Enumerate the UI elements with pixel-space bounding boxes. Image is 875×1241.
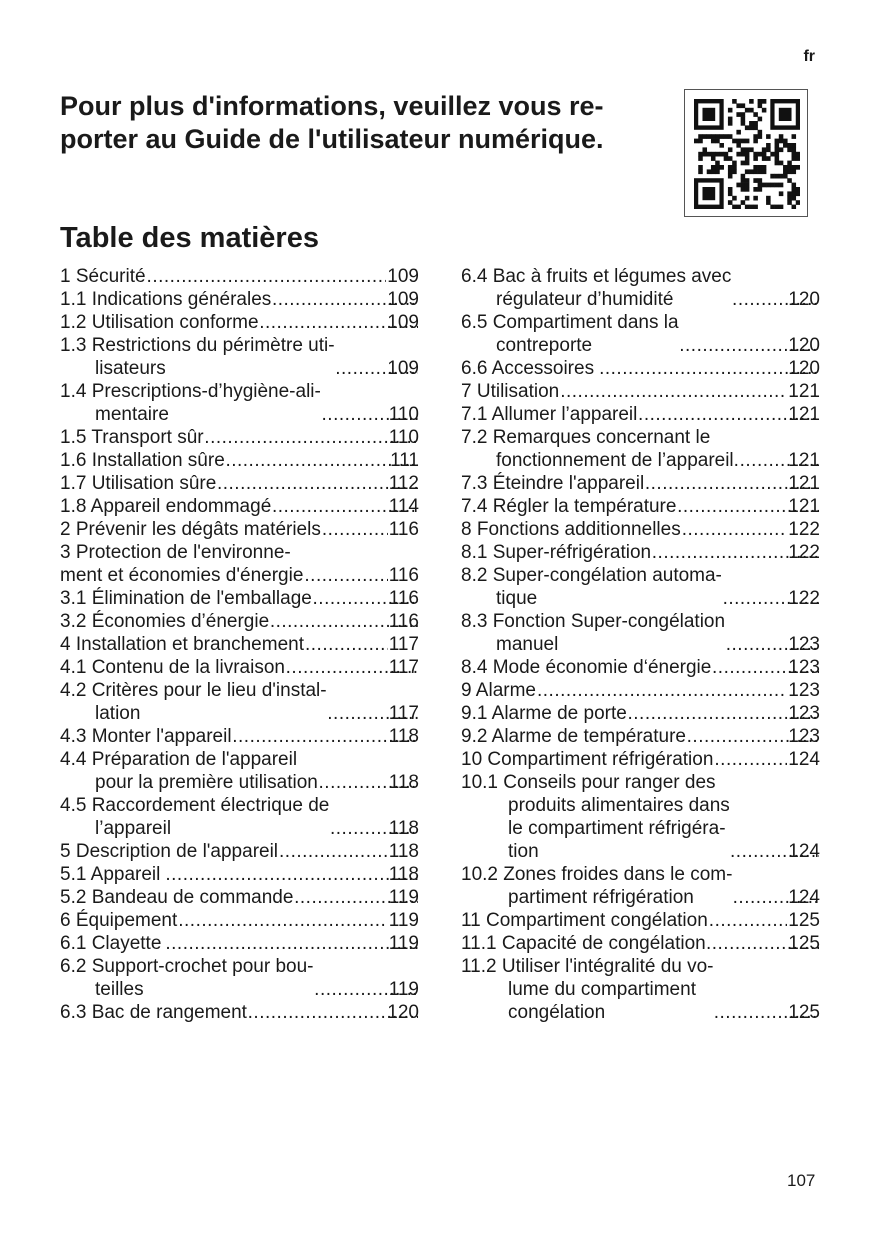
toc-entry-title: 8.2 Super-congélation automa- tique xyxy=(461,565,722,609)
toc-chapter-entry[interactable] xyxy=(60,518,419,541)
toc-entry-title: 6.5 Compartiment dans la contreporte xyxy=(461,312,679,356)
toc-chapter-entry[interactable] xyxy=(60,909,419,932)
toc-entry-title: 7.3 Éteindre l'appareil xyxy=(461,473,645,494)
toc-section-entry[interactable]: 1.8 Appareil endommagé ..... 114 xyxy=(60,495,419,518)
toc-section-entry[interactable]: 4.3 Monter l'appareil ..... 118 xyxy=(60,725,419,748)
toc-entry-title: 11 Compartiment congélation xyxy=(461,910,708,931)
toc-section-entry[interactable]: 6.4 Bac à fruits et légumes avec régulateur d’humidité ..... 120 xyxy=(461,265,820,311)
toc-entry-title: 4.3 Monter l'appareil xyxy=(60,726,232,747)
toc-entry-title: 9 Alarme xyxy=(461,680,536,701)
dot-leader xyxy=(709,909,788,932)
toc-chapter-entry[interactable] xyxy=(461,380,820,403)
toc-right-column xyxy=(461,265,820,1024)
dot-leader xyxy=(205,426,418,449)
toc-entry-page: 122 xyxy=(788,519,820,540)
toc-entry-title: 6.1 Clayette xyxy=(60,933,162,954)
toc-entry-title: 8.3 Fonction Super-congélation manuel xyxy=(461,611,726,655)
dot-leader xyxy=(147,265,387,288)
toc-section-entry[interactable]: 11.1 Capacité de congélation ..... 125 xyxy=(461,932,820,955)
toc-entry-page: 121 xyxy=(788,381,820,402)
toc-section-entry[interactable]: 3.1 Élimination de l'emballage ..... 116 xyxy=(60,587,419,610)
toc-entry-page: 123 xyxy=(788,680,820,701)
toc-chapter-entry[interactable] xyxy=(461,909,820,932)
toc-section-entry[interactable]: 9.1 Alarme de porte ..... 123 xyxy=(461,702,820,725)
headline xyxy=(60,90,660,156)
toc-section-entry[interactable]: 4.4 Préparation de l'appareil pour la première utilisation ..... 118 xyxy=(60,748,419,794)
toc-entry-title: 8 Fonctions additionnelles xyxy=(461,519,681,540)
toc-entry-title: 6.4 Bac à fruits et légumes avec régulateur d’humidité xyxy=(461,266,732,310)
dot-leader xyxy=(166,932,418,955)
dot-leader xyxy=(305,633,388,656)
qr-code-icon xyxy=(694,99,800,209)
dot-leader xyxy=(217,472,418,495)
toc-left-column xyxy=(60,265,419,1024)
toc-section-entry[interactable]: 1.3 Restrictions du périmètre uti- lisateurs ..... 109 xyxy=(60,334,419,380)
toc-entry-title: 4.2 Critères pour le lieu d'instal- lation xyxy=(60,680,327,724)
toc-section-entry[interactable]: 3.2 Économies d’énergie ..... 116 xyxy=(60,610,419,633)
toc-entry-title: 5.2 Bandeau de commande xyxy=(60,887,294,908)
toc-entry-title: 8.4 Mode économie d‘énergie xyxy=(461,657,712,678)
toc-entry-title: 1.1 Indications générales xyxy=(60,289,272,310)
toc-entry-page: 116 xyxy=(388,519,419,540)
toc-section-entry[interactable]: 1.4 Prescriptions-d’hygiène-ali- mentaire ..... 110 xyxy=(60,380,419,426)
toc-entry-page: 124 xyxy=(788,749,820,770)
toc-entry-title: 4.4 Préparation de l'appareil pour la première utilisation xyxy=(60,749,318,793)
toc-chapter-entry[interactable] xyxy=(60,633,419,656)
toc-section-entry[interactable]: 6.2 Support-crochet pour bou- teilles ..... 119 xyxy=(60,955,419,1001)
dot-leader xyxy=(279,840,388,863)
toc-entry-title: 1 Sécurité xyxy=(60,266,146,287)
toc-entry-title: 7.1 Allumer l’appareil xyxy=(461,404,638,425)
toc-entry-title: 7 Utilisation xyxy=(461,381,560,402)
toc-entry-title: 6.6 Accessoires xyxy=(461,358,595,379)
toc-section-entry[interactable]: 8.2 Super-congélation automa- tique ..... 122 xyxy=(461,564,820,610)
dot-leader xyxy=(560,380,787,403)
language-label: fr xyxy=(803,48,815,65)
toc-section-entry[interactable]: 11.2 Utiliser l'intégralité du vo- lume du compartiment congélation ..... 125 xyxy=(461,955,820,1024)
toc-entry-title: 11.2 Utiliser l'intégralité du vo- lume du compartiment congélation xyxy=(461,956,714,1023)
page-number: 107 xyxy=(787,1171,816,1190)
toc-chapter-entry[interactable] xyxy=(461,518,820,541)
toc-section-entry[interactable]: 6.1 Clayette ..... 119 xyxy=(60,932,419,955)
toc-entry-title: 11.1 Capacité de congélation xyxy=(461,933,706,954)
toc-section-entry[interactable]: 7.3 Éteindre l'appareil ..... 121 xyxy=(461,472,820,495)
toc-section-entry[interactable]: 5.1 Appareil ..... 118 xyxy=(60,863,419,886)
toc-entry-title: 3 Protection de l'environne- ment et économies d'énergie xyxy=(60,542,304,586)
toc-entry-title: 1.5 Transport sûr xyxy=(60,427,204,448)
dot-leader xyxy=(178,909,387,932)
toc-entry-page: 109 xyxy=(387,266,419,287)
toc-entry-title: 6 Équipement xyxy=(60,910,178,931)
toc-section-entry[interactable]: 7.2 Remarques concernant le fonctionnement de l’appareil. ..... 121 xyxy=(461,426,820,472)
toc-entry-title: 10 Compartiment réfrigération xyxy=(461,749,714,770)
toc-chapter-entry[interactable] xyxy=(60,840,419,863)
headline-text: Pour plus d'informations, veuillez vous re- porter au Guide de l'utilisateur numérique. xyxy=(60,91,604,154)
toc-section-entry[interactable]: 1.2 Utilisation conforme ..... 109 xyxy=(60,311,419,334)
toc-chapter-entry[interactable] xyxy=(461,748,820,771)
toc-entry-title: 8.1 Super-réfrigération xyxy=(461,542,652,563)
toc-chapter-entry[interactable] xyxy=(461,679,820,702)
toc-entry-title: 5 Description de l'appareil xyxy=(60,841,279,862)
toc-section-entry[interactable]: 4.1 Contenu de la livraison ..... 117 xyxy=(60,656,419,679)
toc-section-entry[interactable]: 6.6 Accessoires ..... 120 xyxy=(461,357,820,380)
toc-section-entry[interactable]: 6.5 Compartiment dans la contreporte ..... 120 xyxy=(461,311,820,357)
toc-entry-title: 5.1 Appareil xyxy=(60,864,161,885)
toc-entry-title: 3.1 Élimination de l'emballage xyxy=(60,588,312,609)
toc-entry-title: 1.6 Installation sûre xyxy=(60,450,225,471)
toc-entry-title: 1.7 Utilisation sûre xyxy=(60,473,217,494)
toc-entry-title: 9.1 Alarme de porte xyxy=(461,703,627,724)
toc-entry-title: 9.2 Alarme de température xyxy=(461,726,686,747)
toc-section-entry[interactable]: 1.1 Indications générales ..... 109 xyxy=(60,288,419,311)
toc-section-entry[interactable]: 10.2 Zones froides dans le com- partiment réfrigération ..... 124 xyxy=(461,863,820,909)
toc-entry-title: 6.2 Support-crochet pour bou- teilles xyxy=(60,956,314,1000)
toc-entry-title: 6.3 Bac de rangement xyxy=(60,1002,247,1023)
toc-entry-page: 119 xyxy=(388,910,419,931)
toc-section-entry[interactable]: 1.6 Installation sûre ..... 111 xyxy=(60,449,419,472)
dot-leader xyxy=(322,518,388,541)
toc-chapter-entry[interactable] xyxy=(60,265,419,288)
toc-entry-title: 2 Prévenir les dégâts matériels xyxy=(60,519,321,540)
toc-section-entry[interactable]: 7.4 Régler la température ..... 121 xyxy=(461,495,820,518)
toc-section-entry[interactable]: 4.5 Raccordement électrique de l’appareil ..... 118 xyxy=(60,794,419,840)
toc-section-entry[interactable]: 6.3 Bac de rangement ..... 120 xyxy=(60,1001,419,1024)
toc-title: Table des matières xyxy=(60,222,319,254)
toc-entry-page: 118 xyxy=(388,841,419,862)
toc-entry-title: 10.1 Conseils pour ranger des produits alimentaires dans le compartiment réfrigéra- tion xyxy=(461,772,730,862)
toc-entry-title: 1.2 Utilisation conforme xyxy=(60,312,259,333)
dot-leader xyxy=(537,679,787,702)
toc-entry-title: 1.8 Appareil endommagé xyxy=(60,496,272,517)
toc-section-entry[interactable]: 7.1 Allumer l’appareil ..... 121 xyxy=(461,403,820,426)
toc-entry-page: 117 xyxy=(388,634,419,655)
toc-section-entry[interactable]: 5.2 Bandeau de commande ..... 119 xyxy=(60,886,419,909)
toc-entry-title: 7.4 Régler la température xyxy=(461,496,677,517)
toc-entry-title: 3.2 Économies d’énergie xyxy=(60,611,270,632)
toc-section-entry[interactable]: 1.7 Utilisation sûre ..... 112 xyxy=(60,472,419,495)
toc-entry-title: 4 Installation et branchement xyxy=(60,634,304,655)
toc-entry-title: 7.2 Remarques concernant le fonctionnement de l’appareil. xyxy=(461,427,739,471)
toc-section-entry[interactable]: 8.1 Super-réfrigération ..... 122 xyxy=(461,541,820,564)
toc-chapter-entry[interactable] xyxy=(60,541,419,587)
toc-entry-title: 1.4 Prescriptions-d’hygiène-ali- mentaire xyxy=(60,381,321,425)
qr-code xyxy=(684,89,808,217)
dot-leader xyxy=(599,357,819,380)
dot-leader xyxy=(304,564,387,587)
toc-section-entry[interactable]: 1.5 Transport sûr ..... 110 xyxy=(60,426,419,449)
dot-leader xyxy=(166,863,418,886)
toc-section-entry[interactable]: 8.4 Mode économie d‘énergie ..... 123 xyxy=(461,656,820,679)
toc-section-entry[interactable]: 10.1 Conseils pour ranger des produits alimentaires dans le compartiment réfrigéra- tion ..... 124 xyxy=(461,771,820,863)
dot-leader xyxy=(714,748,787,771)
toc-section-entry[interactable]: 9.2 Alarme de température ..... 123 xyxy=(461,725,820,748)
toc-entry-page: 116 xyxy=(388,565,419,586)
toc-section-entry[interactable]: 4.2 Critères pour le lieu d'instal- lation ..... 117 xyxy=(60,679,419,725)
toc-entry-page: 125 xyxy=(788,910,820,931)
toc-section-entry[interactable]: 8.3 Fonction Super-congélation manuel ..... 123 xyxy=(461,610,820,656)
toc-entry-title: 4.5 Raccordement électrique de l’appareil xyxy=(60,795,330,839)
toc-entry-title: 4.1 Contenu de la livraison xyxy=(60,657,285,678)
toc-entry-title: 10.2 Zones froides dans le com- partiment réfrigération xyxy=(461,864,733,908)
dot-leader xyxy=(682,518,788,541)
toc-entry-title: 1.3 Restrictions du périmètre uti- lisateurs xyxy=(60,335,335,379)
